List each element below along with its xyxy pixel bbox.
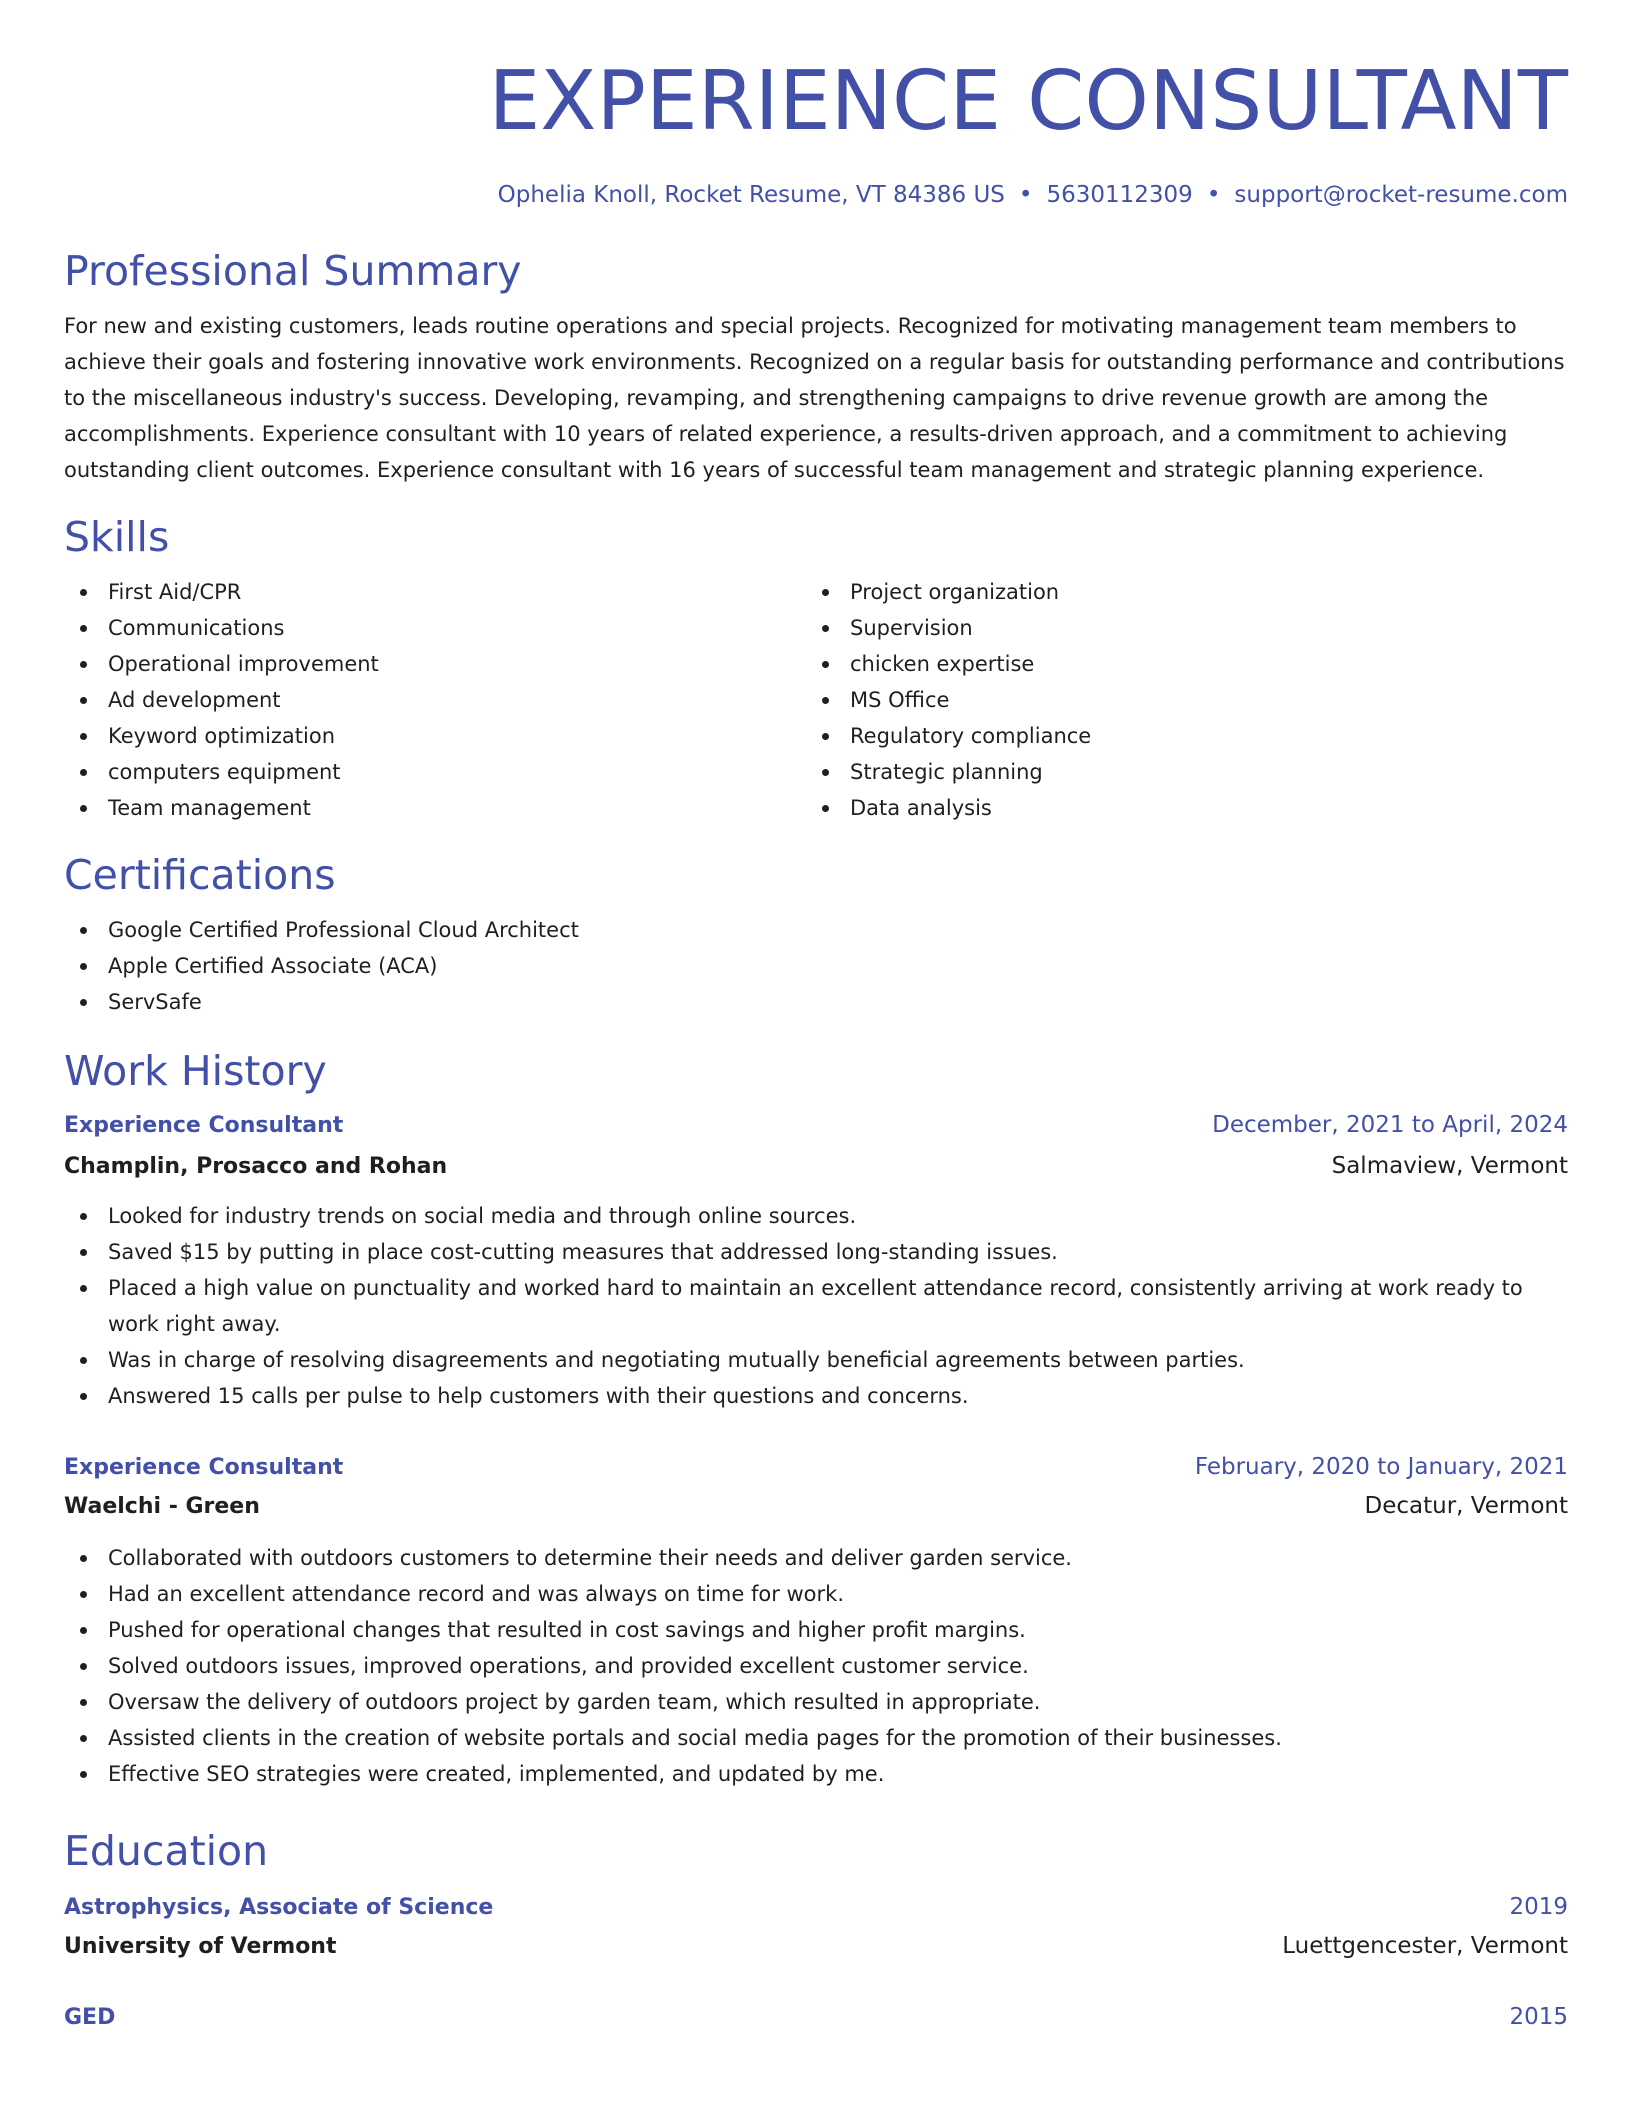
resume-title: EXPERIENCE CONSULTANT xyxy=(488,54,1568,149)
education-year: 2015 xyxy=(1509,2004,1568,2030)
list-item: MS Office xyxy=(806,682,1548,718)
education-degree: Astrophysics, Associate of Science xyxy=(64,1895,494,1920)
job-location: Decatur, Vermont xyxy=(1364,1493,1568,1519)
skills-column-right xyxy=(806,574,1548,826)
work-history-section xyxy=(64,1046,1568,1792)
summary-heading: Professional Summary xyxy=(64,247,522,295)
list-item: ServSafe xyxy=(64,984,1568,1020)
education-entry xyxy=(64,1888,1568,1966)
job-company: Waelchi - Green xyxy=(64,1494,260,1519)
list-item: Ad development xyxy=(64,682,806,718)
list-item: Google Certified Professional Cloud Architect xyxy=(64,912,1568,948)
list-item: Strategic planning xyxy=(806,754,1548,790)
list-item: Looked for industry trends on social media and through online sources. xyxy=(64,1198,1568,1234)
list-item: Assisted clients in the creation of website portals and social media pages for the promotion of their businesses. xyxy=(64,1720,1568,1756)
list-item: Was in charge of resolving disagreements and negotiating mutually beneficial agreements between parties. xyxy=(64,1342,1568,1378)
list-item: Supervision xyxy=(806,610,1548,646)
list-item: First Aid/CPR xyxy=(64,574,806,610)
skills-section xyxy=(64,512,1568,826)
contact-separator: • xyxy=(1018,182,1033,208)
list-item: Communications xyxy=(64,610,806,646)
list-item: computers equipment xyxy=(64,754,806,790)
education-school: University of Vermont xyxy=(64,1934,337,1959)
contact-line xyxy=(64,180,1568,210)
list-item: chicken expertise xyxy=(806,646,1548,682)
job-location: Salmaview, Vermont xyxy=(1331,1153,1568,1179)
list-item: Team management xyxy=(64,790,806,826)
list-item: Data analysis xyxy=(806,790,1548,826)
job-entry xyxy=(64,1448,1568,1792)
list-item: Collaborated with outdoors customers to determine their needs and deliver garden service. xyxy=(64,1540,1568,1576)
list-item: Answered 15 calls per pulse to help customers with their questions and concerns. xyxy=(64,1378,1568,1414)
certifications-heading: Certifications xyxy=(64,851,336,899)
skills-grid xyxy=(64,574,1568,826)
list-item: Oversaw the delivery of outdoors project by garden team, which resulted in appropriate. xyxy=(64,1684,1568,1720)
skills-column-left xyxy=(64,574,806,826)
skills-heading: Skills xyxy=(64,513,170,561)
list-item: Regulatory compliance xyxy=(806,718,1548,754)
contact-email[interactable]: support@rocket-resume.com xyxy=(1234,182,1568,208)
contact-address: Ophelia Knoll, Rocket Resume, VT 84386 US xyxy=(497,182,1005,208)
contact-separator: • xyxy=(1206,182,1221,208)
list-item: Apple Certified Associate (ACA) xyxy=(64,948,1568,984)
list-item: Effective SEO strategies were created, implemented, and updated by me. xyxy=(64,1756,1568,1792)
education-degree: GED xyxy=(64,2005,116,2030)
job-dates: December, 2021 to April, 2024 xyxy=(1212,1112,1568,1138)
certifications-section xyxy=(64,850,1568,1020)
education-year: 2019 xyxy=(1509,1894,1568,1920)
work-history-heading: Work History xyxy=(64,1047,327,1095)
contact-phone: 5630112309 xyxy=(1046,182,1193,208)
job-role: Experience Consultant xyxy=(64,1455,344,1480)
education-location: Luettgencester, Vermont xyxy=(1282,1933,1568,1959)
education-entry xyxy=(64,1998,1568,2037)
list-item: Project organization xyxy=(806,574,1548,610)
list-item: Placed a high value on punctuality and worked hard to maintain an excellent attendance record, consistently arriving at work ready to work right away. xyxy=(64,1270,1568,1342)
education-section xyxy=(64,1826,1568,2037)
list-item: Saved $15 by putting in place cost-cutting measures that addressed long-standing issues. xyxy=(64,1234,1568,1270)
list-item: Keyword optimization xyxy=(64,718,806,754)
summary-text: For new and existing customers, leads routine operations and special projects. Recognized for motivating management team members to achieve their goals and fostering innovative work environments. Recognized on a regular basis for outstanding performance and contributions to the miscellaneous industry's success. Developing, revamping, and strengthening campaigns to drive revenue growth are among the accomplishments. Experience consultant with 10 years of related experience, a results-driven approach, and a commitment to achieving outstanding client outcomes. Experience consultant with 16 years of successful team management and strategic planning experience. xyxy=(64,314,1565,482)
list-item: Operational improvement xyxy=(64,646,806,682)
job-company: Champlin, Prosacco and Rohan xyxy=(64,1154,448,1179)
summary-section xyxy=(64,246,1568,488)
list-item: Pushed for operational changes that resulted in cost savings and higher profit margins. xyxy=(64,1612,1568,1648)
list-item: Had an excellent attendance record and was always on time for work. xyxy=(64,1576,1568,1612)
resume-page xyxy=(64,0,1568,2037)
education-heading: Education xyxy=(64,1827,269,1875)
job-dates: February, 2020 to January, 2021 xyxy=(1194,1454,1568,1480)
job-entry xyxy=(64,1106,1568,1414)
list-item: Solved outdoors issues, improved operations, and provided excellent customer service. xyxy=(64,1648,1568,1684)
job-role: Experience Consultant xyxy=(64,1113,344,1138)
